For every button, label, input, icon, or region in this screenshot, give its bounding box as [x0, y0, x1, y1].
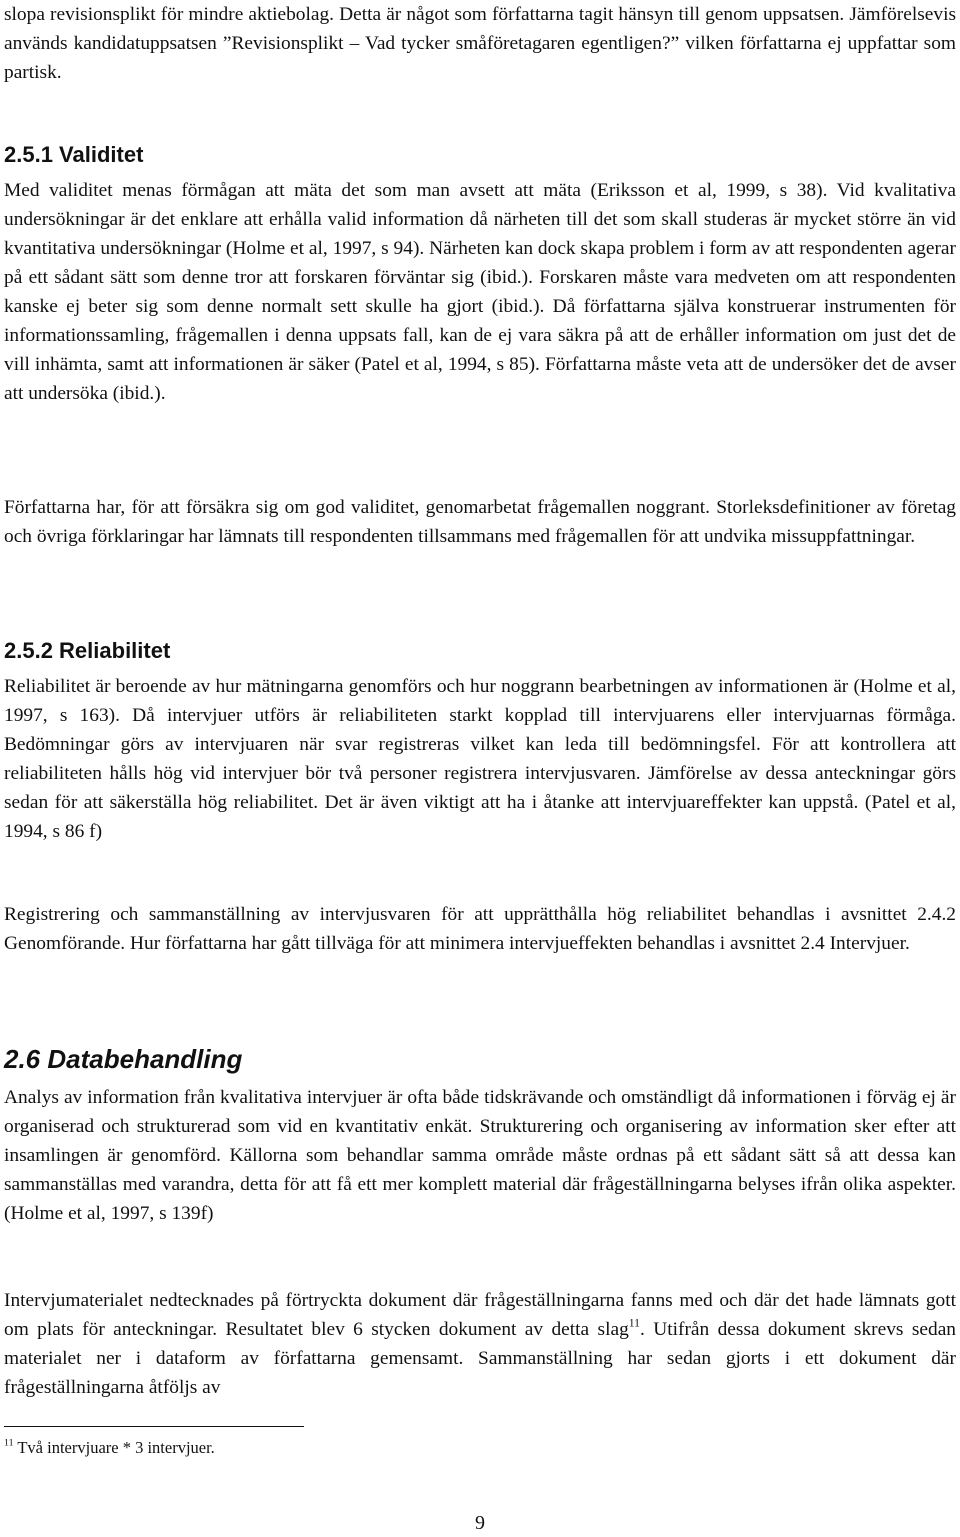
footnote-number: 11 — [4, 1437, 14, 1449]
validitet-paragraph-2: Författarna har, för att försäkra sig om god validitet, genomarbetat frågemallen noggrant. Storleksdefinitioner av företag och övriga förklaringar har lämnats till respondenten tillsammans med frågemallen för att undvika missuppfattningar. — [4, 497, 956, 547]
validitet-paragraph-1: Med validitet menas förmågan att mäta det som man avsett att mäta (Eriksson et al, 1999, s 38). Vid kvalitativa undersökningar är det enklare att erhålla valid information då närheten till det som skall studeras är mycket större än vid kvantitativa undersökningar (Holme et al, 1997, s 94). Närheten kan dock skapa problem i form av att respondenten agerar på ett sådant sätt som denne tror att forskaren förväntar sig (ibid.). Forskaren måste vara medveten om att respondenten kanske ej beter sig som denne normalt sett skulle ha gjort (ibid.). Då författarna själva konstruerar instrumenten för informationssamling, frågemallen i denna uppsats fall, kan de ej vara säkra på att de erhåller information om just det de vill inhämta, samt att informationen är säker (Patel et al, 1994, s 85). Författarna måste veta att de undersöker det de avser att undersöka (ibid.). — [4, 180, 956, 404]
intro-paragraph: slopa revisionsplikt för mindre aktiebolag. Detta är något som författarna tagit hänsyn till genom uppsatsen. Jämförelsevis används kandidatuppsatsen ”Revisionsplikt – Vad tycker småföretagaren egentligen?” vilken författarna ej uppfattar som partisk. — [4, 4, 956, 83]
section-heading-databehandling: 2.6 Databehandling — [4, 1044, 243, 1074]
databehandling-paragraph-2 — [4, 1286, 956, 1402]
reliabilitet-paragraph-1: Reliabilitet är beroende av hur mätningarna genomförs och hur noggrann bearbetningen av informationen är (Holme et al, 1997, s 163). Då intervjuer utförs är reliabiliteten starkt kopplad till intervjuarens eller intervjuarnas förmåga. Bedömningar görs av intervjuaren när svar registreras vilket kan leda till bedömningsfel. För att kontrollera att reliabiliteten hålls hög vid intervjuer bör två personer registrera intervjusvaren. Jämförelse av dessa anteckningar görs sedan för att säkerställa hög reliabilitet. Det är även viktigt att ha i åtanke att intervjuareffekter kan uppstå. (Patel et al, 1994, s 86 f) — [4, 676, 956, 842]
paragraph-text-before-footnote: Intervjumaterialet nedtecknades på förtryckta dokument där frågeställningarna fanns med och där det hade lämnats gott om plats för anteckningar. Resultatet blev 6 stycken dokument av detta slag — [4, 1290, 956, 1340]
section-heading-validitet: 2.5.1 Validitet — [4, 142, 144, 167]
footnote-divider — [4, 1426, 304, 1427]
footnote — [4, 1436, 215, 1460]
databehandling-paragraph-1: Analys av information från kvalitativa intervjuer är ofta både tidskrävande och omständligt då informationen i förväg ej är organiserad och strukturerad som vid en kvantitativ enkät. Strukturering och organisering av information sker efter att insamlingen är genomförd. Källorna som behandlar samma område måste ordnas på ett sådant sätt så att dessa kan sammanställas med varandra, detta för att få ett mer komplett material där frågeställningarna belyses ifrån olika aspekter. (Holme et al, 1997, s 139f) — [4, 1087, 956, 1224]
section-heading-reliabilitet: 2.5.2 Reliabilitet — [4, 638, 171, 663]
page-number: 9 — [475, 1512, 485, 1534]
paragraph-text-after-footnote: . Utifrån dessa dokument skrevs sedan materialet ner i dataform av författarna gemensamt. Sammanställning har sedan gjorts i ett dokument där frågeställningarna åtföljs av — [4, 1319, 956, 1398]
reliabilitet-paragraph-2: Registrering och sammanställning av intervjusvaren för att upprätthålla hög reliabilitet behandlas i avsnittet 2.4.2 Genomförande. Hur författarna har gått tillväga för att minimera intervjueffekten behandlas i avsnittet 2.4 Intervjuer. — [4, 904, 956, 954]
footnote-text: Två intervjuare * 3 intervjuer. — [13, 1438, 215, 1457]
footnote-reference[interactable]: 11 — [628, 1316, 640, 1330]
